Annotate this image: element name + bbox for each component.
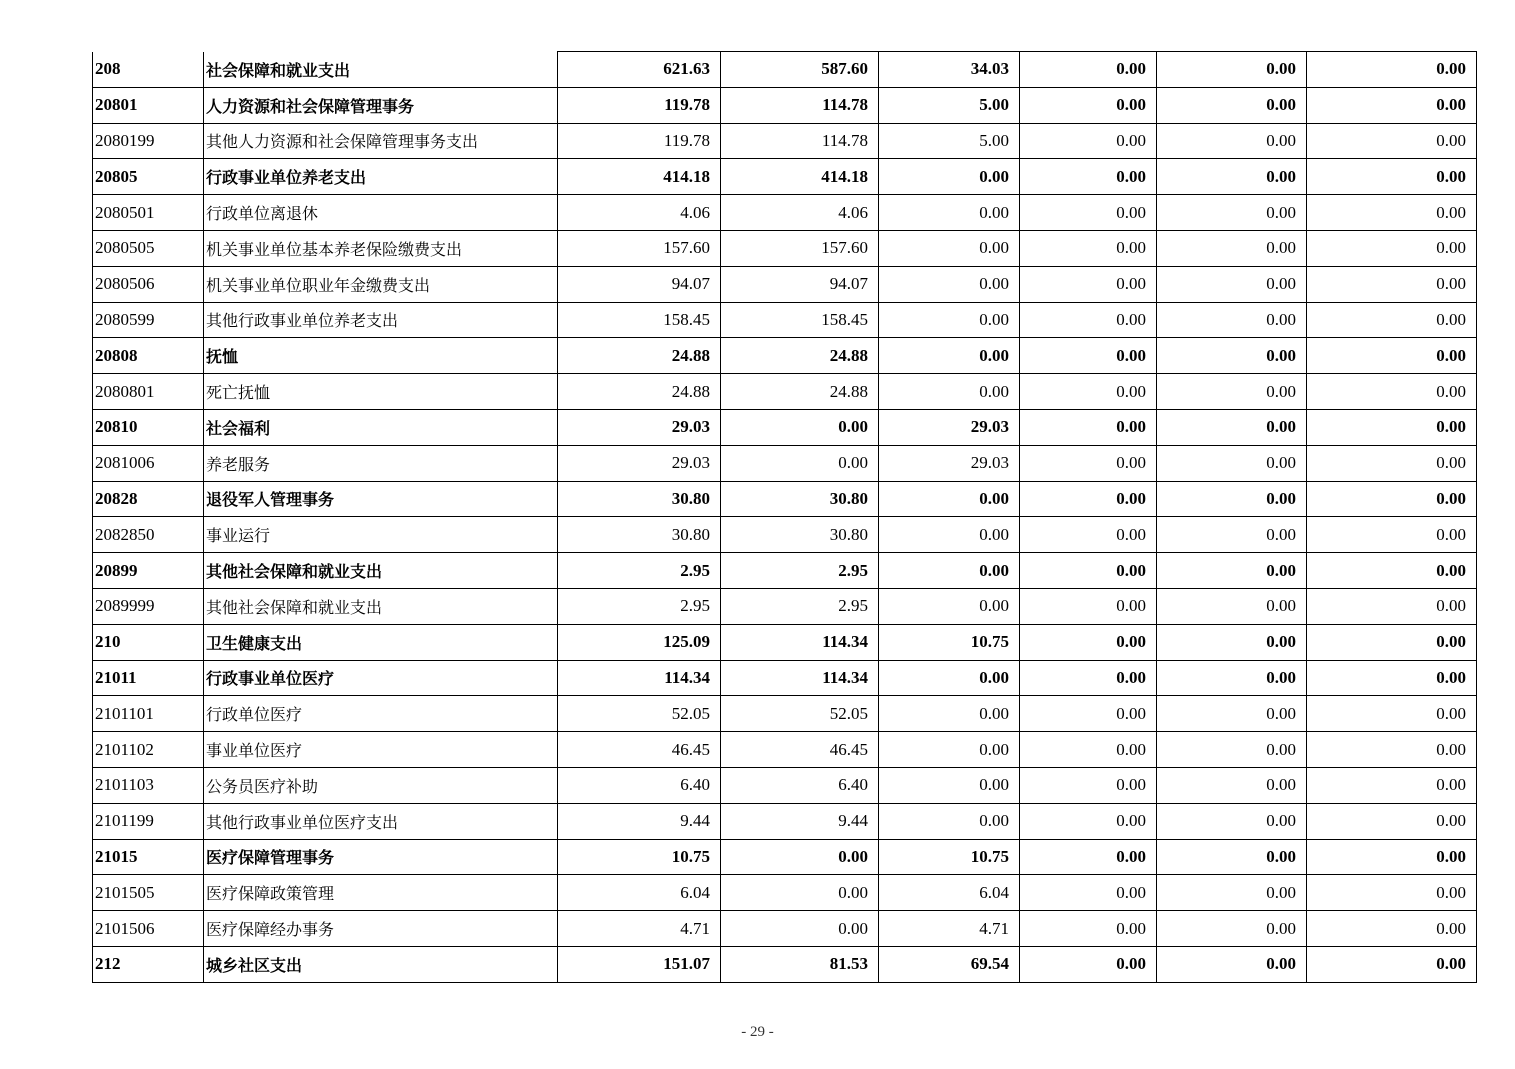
amount-cell-col-2: 587.60 — [721, 52, 879, 88]
amount-cell-col-5: 0.00 — [1157, 839, 1307, 875]
amount-cell-col-5: 0.00 — [1157, 266, 1307, 302]
subject-name-text: 医疗保障经办事务 — [206, 920, 335, 940]
subject-name-cell — [204, 195, 558, 231]
subject-code-cell: 2101506 — [93, 911, 204, 947]
amount-cell-col-6: 0.00 — [1307, 481, 1477, 517]
amount-cell-col-4: 0.00 — [1020, 553, 1157, 589]
amount-cell-col-5: 0.00 — [1157, 767, 1307, 803]
amount-cell-col-6: 0.00 — [1307, 911, 1477, 947]
amount-cell-col-2: 30.80 — [721, 481, 879, 517]
amount-cell-col-3: 0.00 — [879, 517, 1020, 553]
amount-cell-col-4: 0.00 — [1020, 230, 1157, 266]
amount-cell-col-5: 0.00 — [1157, 803, 1307, 839]
amount-cell-col-1: 114.34 — [558, 660, 721, 696]
table-row — [93, 696, 1477, 732]
subject-code-cell: 210 — [93, 624, 204, 660]
amount-cell-col-4: 0.00 — [1020, 338, 1157, 374]
table-row — [93, 588, 1477, 624]
subject-code-cell: 2101199 — [93, 803, 204, 839]
amount-cell-col-1: 4.06 — [558, 195, 721, 231]
amount-cell-col-1: 46.45 — [558, 732, 721, 768]
amount-cell-col-4: 0.00 — [1020, 481, 1157, 517]
amount-cell-col-4: 0.00 — [1020, 409, 1157, 445]
amount-cell-col-1: 29.03 — [558, 409, 721, 445]
table-row — [93, 875, 1477, 911]
amount-cell-col-3: 0.00 — [879, 767, 1020, 803]
table-row — [93, 302, 1477, 338]
amount-cell-col-1: 30.80 — [558, 481, 721, 517]
amount-cell-col-5: 0.00 — [1157, 517, 1307, 553]
subject-name-text: 死亡抚恤 — [206, 383, 271, 403]
table-row — [93, 803, 1477, 839]
amount-cell-col-2: 114.78 — [721, 123, 879, 159]
subject-name-cell — [204, 767, 558, 803]
amount-cell-col-3: 5.00 — [879, 123, 1020, 159]
amount-cell-col-1: 119.78 — [558, 87, 721, 123]
amount-cell-col-4: 0.00 — [1020, 732, 1157, 768]
subject-name-text: 其他行政事业单位医疗支出 — [206, 812, 399, 832]
amount-cell-col-1: 151.07 — [558, 946, 721, 982]
amount-cell-col-6: 0.00 — [1307, 553, 1477, 589]
amount-cell-col-2: 52.05 — [721, 696, 879, 732]
amount-cell-col-2: 0.00 — [721, 875, 879, 911]
amount-cell-col-4: 0.00 — [1020, 123, 1157, 159]
subject-code-cell: 212 — [93, 946, 204, 982]
amount-cell-col-6: 0.00 — [1307, 767, 1477, 803]
table-row — [93, 732, 1477, 768]
amount-cell-col-2: 24.88 — [721, 338, 879, 374]
subject-name-text: 行政单位离退休 — [206, 204, 319, 224]
amount-cell-col-1: 52.05 — [558, 696, 721, 732]
subject-code-cell: 2101103 — [93, 767, 204, 803]
table-row — [93, 767, 1477, 803]
subject-name-cell — [204, 660, 558, 696]
subject-name-cell — [204, 52, 558, 88]
amount-cell-col-6: 0.00 — [1307, 266, 1477, 302]
amount-cell-col-3: 10.75 — [879, 839, 1020, 875]
amount-cell-col-3: 0.00 — [879, 553, 1020, 589]
amount-cell-col-5: 0.00 — [1157, 875, 1307, 911]
subject-code-cell: 2080599 — [93, 302, 204, 338]
subject-name-cell — [204, 87, 558, 123]
table-row — [93, 911, 1477, 947]
budget-expenditure-table — [92, 51, 1477, 983]
subject-name-text: 退役军人管理事务 — [206, 490, 335, 510]
amount-cell-col-2: 158.45 — [721, 302, 879, 338]
amount-cell-col-3: 0.00 — [879, 159, 1020, 195]
page-number: - 29 - — [741, 1024, 774, 1040]
amount-cell-col-6: 0.00 — [1307, 946, 1477, 982]
subject-name-text: 其他人力资源和社会保障管理事务支出 — [206, 132, 479, 152]
amount-cell-col-4: 0.00 — [1020, 839, 1157, 875]
amount-cell-col-6: 0.00 — [1307, 732, 1477, 768]
amount-cell-col-3: 29.03 — [879, 409, 1020, 445]
subject-name-text: 事业运行 — [206, 526, 271, 546]
amount-cell-col-1: 157.60 — [558, 230, 721, 266]
table-row — [93, 159, 1477, 195]
subject-name-text: 养老服务 — [206, 454, 271, 474]
subject-name-text: 抚恤 — [206, 347, 239, 367]
amount-cell-col-2: 2.95 — [721, 553, 879, 589]
table-row — [93, 517, 1477, 553]
amount-cell-col-4: 0.00 — [1020, 803, 1157, 839]
amount-cell-col-5: 0.00 — [1157, 123, 1307, 159]
subject-name-cell — [204, 481, 558, 517]
amount-cell-col-3: 0.00 — [879, 338, 1020, 374]
subject-code-cell: 21015 — [93, 839, 204, 875]
subject-name-cell — [204, 803, 558, 839]
amount-cell-col-6: 0.00 — [1307, 445, 1477, 481]
subject-name-text: 机关事业单位职业年金缴费支出 — [206, 275, 431, 295]
amount-cell-col-5: 0.00 — [1157, 946, 1307, 982]
amount-cell-col-3: 69.54 — [879, 946, 1020, 982]
amount-cell-col-5: 0.00 — [1157, 732, 1307, 768]
amount-cell-col-4: 0.00 — [1020, 159, 1157, 195]
amount-cell-col-4: 0.00 — [1020, 660, 1157, 696]
amount-cell-col-6: 0.00 — [1307, 87, 1477, 123]
amount-cell-col-1: 125.09 — [558, 624, 721, 660]
amount-cell-col-1: 414.18 — [558, 159, 721, 195]
amount-cell-col-3: 34.03 — [879, 52, 1020, 88]
subject-name-cell — [204, 123, 558, 159]
subject-name-cell — [204, 588, 558, 624]
amount-cell-col-1: 94.07 — [558, 266, 721, 302]
table-row — [93, 87, 1477, 123]
amount-cell-col-5: 0.00 — [1157, 338, 1307, 374]
table-row — [93, 195, 1477, 231]
subject-code-cell: 20810 — [93, 409, 204, 445]
subject-code-cell: 2081006 — [93, 445, 204, 481]
amount-cell-col-2: 157.60 — [721, 230, 879, 266]
amount-cell-col-1: 30.80 — [558, 517, 721, 553]
table-row — [93, 266, 1477, 302]
subject-code-cell: 20828 — [93, 481, 204, 517]
subject-code-cell: 2089999 — [93, 588, 204, 624]
amount-cell-col-6: 0.00 — [1307, 517, 1477, 553]
amount-cell-col-3: 5.00 — [879, 87, 1020, 123]
amount-cell-col-3: 0.00 — [879, 660, 1020, 696]
amount-cell-col-5: 0.00 — [1157, 588, 1307, 624]
subject-name-text: 行政事业单位养老支出 — [206, 168, 367, 188]
subject-name-cell — [204, 445, 558, 481]
subject-name-cell — [204, 696, 558, 732]
amount-cell-col-2: 114.78 — [721, 87, 879, 123]
amount-cell-col-3: 0.00 — [879, 302, 1020, 338]
table-row — [93, 839, 1477, 875]
amount-cell-col-2: 114.34 — [721, 660, 879, 696]
subject-code-cell: 2080801 — [93, 374, 204, 410]
amount-cell-col-6: 0.00 — [1307, 696, 1477, 732]
table-row — [93, 230, 1477, 266]
subject-name-text: 医疗保障政策管理 — [206, 884, 335, 904]
amount-cell-col-5: 0.00 — [1157, 195, 1307, 231]
subject-code-cell: 2101505 — [93, 875, 204, 911]
amount-cell-col-3: 0.00 — [879, 481, 1020, 517]
subject-code-cell: 20808 — [93, 338, 204, 374]
subject-name-text: 其他行政事业单位养老支出 — [206, 311, 399, 331]
subject-name-cell — [204, 875, 558, 911]
subject-name-cell — [204, 553, 558, 589]
subject-name-cell — [204, 374, 558, 410]
amount-cell-col-2: 414.18 — [721, 159, 879, 195]
amount-cell-col-6: 0.00 — [1307, 302, 1477, 338]
amount-cell-col-4: 0.00 — [1020, 374, 1157, 410]
amount-cell-col-4: 0.00 — [1020, 875, 1157, 911]
subject-code-cell: 2101102 — [93, 732, 204, 768]
subject-code-cell: 20801 — [93, 87, 204, 123]
amount-cell-col-3: 4.71 — [879, 911, 1020, 947]
amount-cell-col-6: 0.00 — [1307, 409, 1477, 445]
amount-cell-col-1: 24.88 — [558, 374, 721, 410]
amount-cell-col-2: 4.06 — [721, 195, 879, 231]
amount-cell-col-3: 0.00 — [879, 732, 1020, 768]
amount-cell-col-4: 0.00 — [1020, 767, 1157, 803]
subject-name-text: 事业单位医疗 — [206, 741, 303, 761]
table-row — [93, 338, 1477, 374]
amount-cell-col-2: 6.40 — [721, 767, 879, 803]
amount-cell-col-4: 0.00 — [1020, 195, 1157, 231]
subject-code-cell: 20899 — [93, 553, 204, 589]
table-row — [93, 660, 1477, 696]
subject-name-cell — [204, 159, 558, 195]
subject-name-text: 卫生健康支出 — [206, 633, 303, 653]
amount-cell-col-3: 0.00 — [879, 803, 1020, 839]
amount-cell-col-3: 6.04 — [879, 875, 1020, 911]
amount-cell-col-2: 0.00 — [721, 409, 879, 445]
subject-name-cell — [204, 517, 558, 553]
subject-code-cell: 2101101 — [93, 696, 204, 732]
table-row — [93, 123, 1477, 159]
amount-cell-col-6: 0.00 — [1307, 338, 1477, 374]
amount-cell-col-5: 0.00 — [1157, 159, 1307, 195]
amount-cell-col-4: 0.00 — [1020, 588, 1157, 624]
amount-cell-col-3: 0.00 — [879, 266, 1020, 302]
subject-name-cell — [204, 338, 558, 374]
amount-cell-col-3: 0.00 — [879, 230, 1020, 266]
subject-name-cell — [204, 839, 558, 875]
table-row — [93, 374, 1477, 410]
amount-cell-col-1: 158.45 — [558, 302, 721, 338]
amount-cell-col-1: 9.44 — [558, 803, 721, 839]
amount-cell-col-2: 0.00 — [721, 445, 879, 481]
amount-cell-col-5: 0.00 — [1157, 553, 1307, 589]
subject-name-text: 公务员医疗补助 — [206, 776, 319, 796]
amount-cell-col-1: 6.40 — [558, 767, 721, 803]
amount-cell-col-5: 0.00 — [1157, 52, 1307, 88]
subject-name-cell — [204, 624, 558, 660]
subject-name-text: 行政单位医疗 — [206, 705, 303, 725]
amount-cell-col-4: 0.00 — [1020, 696, 1157, 732]
subject-name-text: 行政事业单位医疗 — [206, 669, 335, 689]
amount-cell-col-3: 0.00 — [879, 374, 1020, 410]
amount-cell-col-5: 0.00 — [1157, 660, 1307, 696]
amount-cell-col-6: 0.00 — [1307, 624, 1477, 660]
table-body — [93, 52, 1477, 983]
amount-cell-col-4: 0.00 — [1020, 946, 1157, 982]
amount-cell-col-5: 0.00 — [1157, 409, 1307, 445]
subject-name-cell — [204, 266, 558, 302]
subject-code-cell: 2080199 — [93, 123, 204, 159]
amount-cell-col-3: 10.75 — [879, 624, 1020, 660]
amount-cell-col-6: 0.00 — [1307, 195, 1477, 231]
amount-cell-col-1: 621.63 — [558, 52, 721, 88]
subject-name-text: 社会福利 — [206, 418, 271, 438]
amount-cell-col-2: 30.80 — [721, 517, 879, 553]
subject-code-cell: 2082850 — [93, 517, 204, 553]
subject-name-text: 城乡社区支出 — [206, 955, 303, 975]
subject-name-text: 人力资源和社会保障管理事务 — [206, 96, 415, 116]
amount-cell-col-2: 46.45 — [721, 732, 879, 768]
subject-code-cell: 208 — [93, 52, 204, 88]
subject-code-cell: 20805 — [93, 159, 204, 195]
amount-cell-col-5: 0.00 — [1157, 230, 1307, 266]
amount-cell-col-4: 0.00 — [1020, 52, 1157, 88]
amount-cell-col-4: 0.00 — [1020, 302, 1157, 338]
amount-cell-col-5: 0.00 — [1157, 87, 1307, 123]
subject-code-cell: 2080506 — [93, 266, 204, 302]
table-row — [93, 52, 1477, 88]
table-row — [93, 946, 1477, 982]
table-row — [93, 445, 1477, 481]
amount-cell-col-4: 0.00 — [1020, 445, 1157, 481]
table-row — [93, 553, 1477, 589]
table-row — [93, 624, 1477, 660]
subject-name-cell — [204, 230, 558, 266]
amount-cell-col-6: 0.00 — [1307, 660, 1477, 696]
subject-code-cell: 2080501 — [93, 195, 204, 231]
subject-name-cell — [204, 911, 558, 947]
subject-name-text: 社会保障和就业支出 — [206, 60, 351, 80]
amount-cell-col-2: 114.34 — [721, 624, 879, 660]
subject-name-cell — [204, 732, 558, 768]
amount-cell-col-1: 29.03 — [558, 445, 721, 481]
amount-cell-col-6: 0.00 — [1307, 803, 1477, 839]
amount-cell-col-6: 0.00 — [1307, 588, 1477, 624]
amount-cell-col-5: 0.00 — [1157, 481, 1307, 517]
amount-cell-col-4: 0.00 — [1020, 517, 1157, 553]
amount-cell-col-5: 0.00 — [1157, 696, 1307, 732]
amount-cell-col-3: 0.00 — [879, 696, 1020, 732]
amount-cell-col-1: 2.95 — [558, 588, 721, 624]
amount-cell-col-2: 81.53 — [721, 946, 879, 982]
amount-cell-col-5: 0.00 — [1157, 302, 1307, 338]
subject-name-text: 医疗保障管理事务 — [206, 848, 335, 868]
amount-cell-col-4: 0.00 — [1020, 87, 1157, 123]
table-row — [93, 481, 1477, 517]
table-row — [93, 409, 1477, 445]
amount-cell-col-2: 0.00 — [721, 911, 879, 947]
amount-cell-col-3: 29.03 — [879, 445, 1020, 481]
amount-cell-col-5: 0.00 — [1157, 445, 1307, 481]
amount-cell-col-6: 0.00 — [1307, 839, 1477, 875]
amount-cell-col-1: 24.88 — [558, 338, 721, 374]
amount-cell-col-2: 94.07 — [721, 266, 879, 302]
amount-cell-col-4: 0.00 — [1020, 266, 1157, 302]
amount-cell-col-4: 0.00 — [1020, 624, 1157, 660]
amount-cell-col-6: 0.00 — [1307, 230, 1477, 266]
amount-cell-col-3: 0.00 — [879, 588, 1020, 624]
amount-cell-col-5: 0.00 — [1157, 374, 1307, 410]
amount-cell-col-2: 24.88 — [721, 374, 879, 410]
amount-cell-col-1: 4.71 — [558, 911, 721, 947]
amount-cell-col-6: 0.00 — [1307, 159, 1477, 195]
amount-cell-col-1: 10.75 — [558, 839, 721, 875]
subject-name-cell — [204, 302, 558, 338]
amount-cell-col-4: 0.00 — [1020, 911, 1157, 947]
amount-cell-col-2: 0.00 — [721, 839, 879, 875]
subject-code-cell: 2080505 — [93, 230, 204, 266]
subject-name-cell — [204, 409, 558, 445]
amount-cell-col-6: 0.00 — [1307, 123, 1477, 159]
amount-cell-col-1: 2.95 — [558, 553, 721, 589]
amount-cell-col-6: 0.00 — [1307, 52, 1477, 88]
amount-cell-col-2: 2.95 — [721, 588, 879, 624]
amount-cell-col-2: 9.44 — [721, 803, 879, 839]
amount-cell-col-1: 119.78 — [558, 123, 721, 159]
subject-name-text: 其他社会保障和就业支出 — [206, 562, 383, 582]
amount-cell-col-5: 0.00 — [1157, 911, 1307, 947]
amount-cell-col-6: 0.00 — [1307, 875, 1477, 911]
subject-code-cell: 21011 — [93, 660, 204, 696]
amount-cell-col-3: 0.00 — [879, 195, 1020, 231]
subject-name-text: 其他社会保障和就业支出 — [206, 597, 383, 617]
amount-cell-col-1: 6.04 — [558, 875, 721, 911]
subject-name-cell — [204, 946, 558, 982]
amount-cell-col-5: 0.00 — [1157, 624, 1307, 660]
subject-name-text: 机关事业单位基本养老保险缴费支出 — [206, 239, 463, 259]
amount-cell-col-6: 0.00 — [1307, 374, 1477, 410]
